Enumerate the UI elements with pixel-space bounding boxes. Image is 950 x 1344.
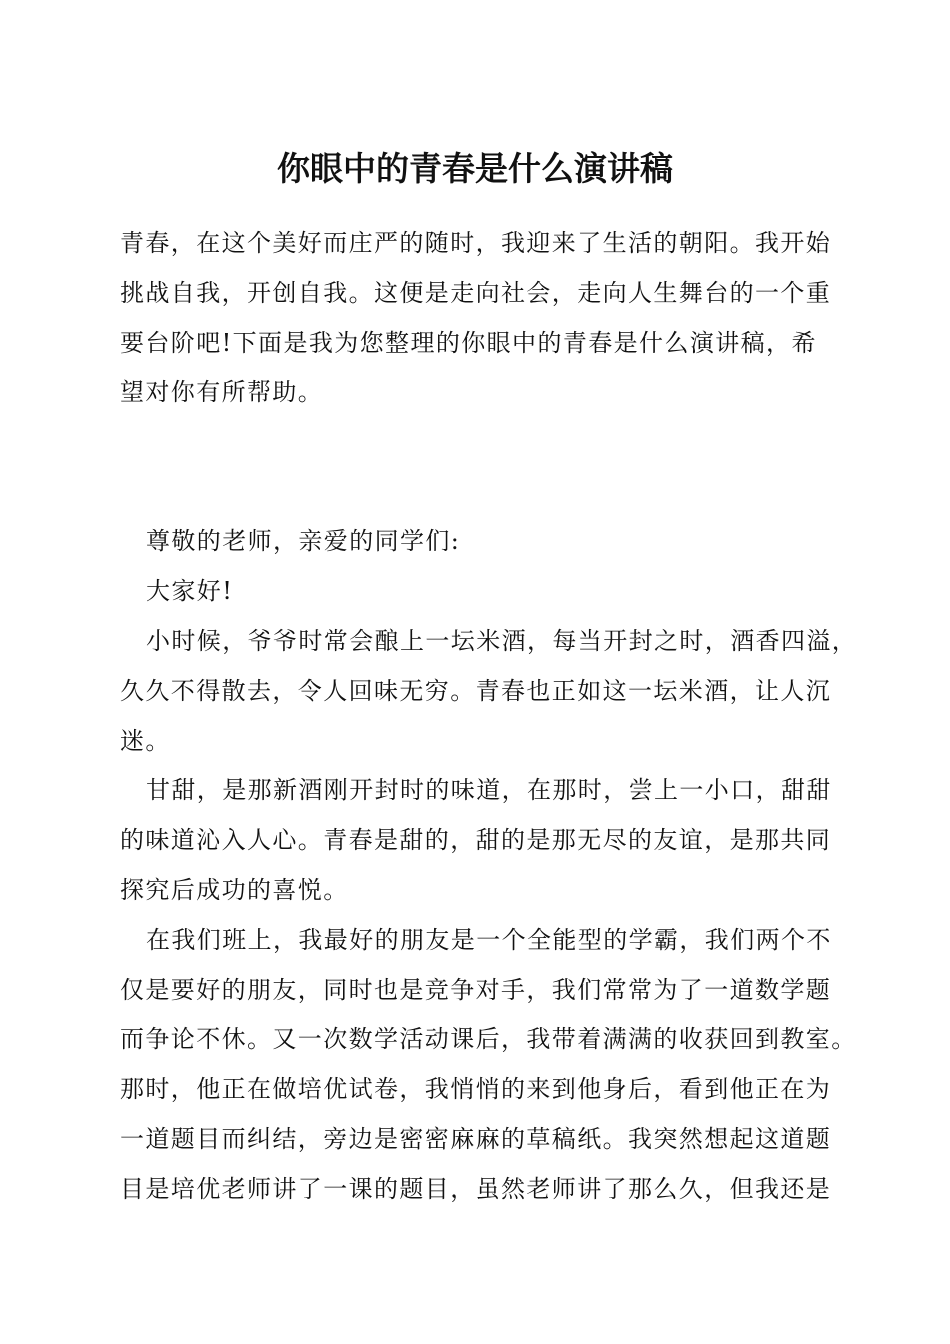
intro-line: 青春，在这个美好而庄严的随时，我迎来了生活的朝阳。我开始 bbox=[120, 229, 832, 257]
body-line: 一道题目而纠结，旁边是密密麻麻的草稿纸。我突然想起这道题 bbox=[120, 1125, 832, 1153]
body-line: 的味道沁入人心。青春是甜的，甜的是那无尽的友谊，是那共同 bbox=[120, 826, 832, 854]
intro-line: 要台阶吧!下面是我为您整理的你眼中的青春是什么演讲稿，希 bbox=[120, 329, 817, 357]
body-line: 在我们班上，我最好的朋友是一个全能型的学霸，我们两个不 bbox=[146, 926, 832, 954]
body-line: 探究后成功的喜悦。 bbox=[120, 876, 349, 904]
body-line: 仅是要好的朋友，同时也是竞争对手，我们常常为了一道数学题 bbox=[120, 976, 832, 1004]
document-title: 你眼中的青春是什么演讲稿 bbox=[277, 149, 673, 188]
intro-line: 挑战自我，开创自我。这便是走向社会，走向人生舞台的一个重 bbox=[120, 279, 832, 307]
body-line: 甘甜，是那新酒刚开封时的味道，在那时，尝上一小口，甜甜 bbox=[146, 776, 832, 804]
body-line: 那时，他正在做培优试卷，我悄悄的来到他身后，看到他正在为 bbox=[120, 1075, 832, 1103]
body-line: 而争论不休。又一次数学活动课后，我带着满满的收获回到教室。 bbox=[120, 1025, 857, 1053]
intro-line: 望对你有所帮助。 bbox=[120, 378, 324, 406]
body-line: 小时候，爷爷时常会酿上一坛米酒，每当开封之时，酒香四溢， bbox=[146, 627, 858, 655]
body-line: 目是培优老师讲了一课的题目，虽然老师讲了那么久，但我还是 bbox=[120, 1175, 832, 1203]
salutation-line: 尊敬的老师，亲爱的同学们: bbox=[146, 527, 461, 555]
greeting-line: 大家好! bbox=[146, 577, 234, 605]
body-line: 迷。 bbox=[120, 727, 171, 755]
body-line: 久久不得散去，令人回味无穷。青春也正如这一坛米酒，让人沉 bbox=[120, 677, 832, 705]
